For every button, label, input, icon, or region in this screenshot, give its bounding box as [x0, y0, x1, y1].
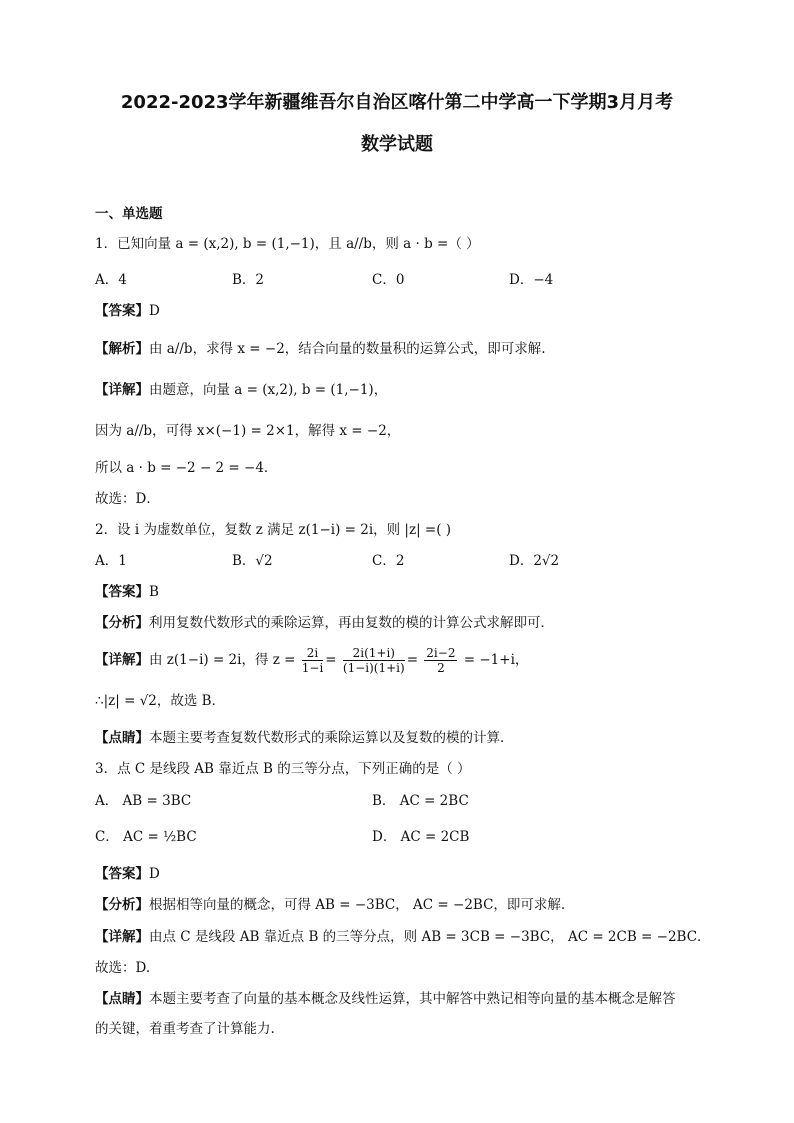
answer-tag: 【答案】 — [95, 303, 149, 319]
detail-tag: 【详解】 — [95, 929, 149, 945]
answer-value: B — [149, 584, 159, 600]
q2-detail-2: ∴|z| = √2，故选 B． — [95, 693, 226, 709]
analysis-tag: 【分析】 — [95, 897, 149, 913]
q3-option-a: A． AB = 3BC — [95, 793, 192, 809]
q2-option-a: A．1 — [95, 553, 127, 569]
fraction-3-den: 2 — [437, 661, 445, 675]
q2-analysis — [95, 614, 554, 632]
detail-tag: 【详解】 — [95, 652, 149, 668]
q1-stem: 1．已知向量 a = (x,2), b = (1,−1)，且 a//b，则 a · b =（ ） — [95, 236, 480, 252]
analysis-tag: 【解析】 — [95, 341, 149, 357]
analysis-text: 由 a//b，求得 x = −2，结合向量的数量积的运算公式，即可求解. — [149, 341, 546, 357]
q3-detail — [95, 928, 711, 946]
q1-answer — [95, 302, 160, 320]
q3-option-c: C． AC = ½BC — [95, 829, 197, 845]
fraction-2-den: (1−i)(1+i) — [342, 661, 405, 675]
detail-pre: 由 z(1−i) = 2i，得 z = — [149, 652, 296, 668]
q1-option-a: A．4 — [95, 272, 127, 288]
analysis-text: 利用复数代数形式的乘除运算，再由复数的模的计算公式求解即可． — [149, 615, 554, 631]
fraction-1-den: 1−i — [301, 661, 324, 675]
fraction-3 — [424, 646, 457, 675]
q1-detail-3: 所以 a · b = −2 − 2 = −4． — [95, 460, 278, 476]
q2-detail: 【详解】由 z(1−i) = 2i，得 z = $\frac{2i}{1-i}$ = $\frac{2i(1+i)}{(1-i)(1+i)}$ = $\frac{2i-2}{2}$ = −1+i， — [95, 646, 529, 675]
q3-option-b: B． AC = 2BC — [372, 793, 469, 809]
fraction-2-num: 2i(1+i) — [343, 646, 405, 661]
q2-stem: 2．设 i 为虚数单位，复数 z 满足 z(1−i) = 2i，则 |z| =( ) — [95, 522, 452, 538]
q3-stem: 3．点 C 是线段 AB 靠近点 B 的三等分点，下列正确的是（ ） — [95, 761, 471, 777]
answer-tag: 【答案】 — [95, 866, 149, 882]
q1-conclusion: 故选：D． — [95, 491, 160, 507]
q1-detail-1 — [95, 381, 387, 399]
q2-answer — [95, 583, 159, 601]
q1-option-d: D．−4 — [509, 272, 554, 288]
exam-title-line1: 2022-2023学年新疆维吾尔自治区喀什第二中学高一下学期3月月考 — [120, 92, 674, 113]
exam-title-line2: 数学试题 — [361, 134, 433, 155]
section-heading: 一、单选题 — [95, 206, 163, 222]
answer-value: D — [149, 303, 160, 319]
fraction-3-num: 2i−2 — [426, 646, 456, 660]
detail-text: 由点 C 是线段 AB 靠近点 B 的三等分点，则 AB = 3CB = −3BC， AC = 2CB = −2BC． — [149, 929, 711, 945]
comment-tag: 【点睛】 — [95, 730, 149, 746]
q1-analysis — [95, 340, 546, 358]
detail-tag: 【详解】 — [95, 382, 149, 398]
analysis-text: 根据相等向量的概念，可得 AB = −3BC， AC = −2BC，即可求解. — [149, 897, 566, 913]
answer-tag: 【答案】 — [95, 584, 149, 600]
q1-detail-2: 因为 a//b，可得 x×(−1) = 2×1，解得 x = −2， — [95, 423, 401, 439]
q1-option-b: B．2 — [232, 272, 265, 288]
fraction-2 — [343, 646, 405, 675]
detail-text: 由题意，向量 a = (x,2), b = (1,−1)， — [149, 382, 388, 398]
answer-value: D — [149, 866, 160, 882]
comment-tag: 【点睛】 — [95, 991, 149, 1007]
q1-option-c: C．0 — [372, 272, 405, 288]
fraction-1-num: 2i — [302, 646, 324, 661]
comment-text: 本题主要考查复数代数形式的乘除运算以及复数的模的计算． — [149, 730, 514, 746]
q3-conclusion: 故选：D. — [95, 960, 151, 976]
analysis-tag: 【分析】 — [95, 615, 149, 631]
q2-option-d: D．2√2 — [509, 553, 560, 569]
detail-post: = −1+i， — [463, 652, 529, 668]
q2-option-c: C．2 — [372, 553, 405, 569]
fraction-1 — [302, 646, 324, 675]
q2-comment — [95, 729, 514, 747]
q3-option-d: D． AC = 2CB — [372, 829, 470, 845]
q3-answer — [95, 865, 160, 883]
q3-comment-2: 的关键，着重考查了计算能力. — [95, 1021, 275, 1037]
q2-option-b: B．√2 — [232, 553, 273, 569]
comment-text: 本题主要考查了向量的基本概念及线性运算，其中解答中熟记相等向量的基本概念是解答 — [149, 991, 676, 1007]
q3-analysis — [95, 896, 565, 914]
q3-comment-1 — [95, 990, 676, 1008]
